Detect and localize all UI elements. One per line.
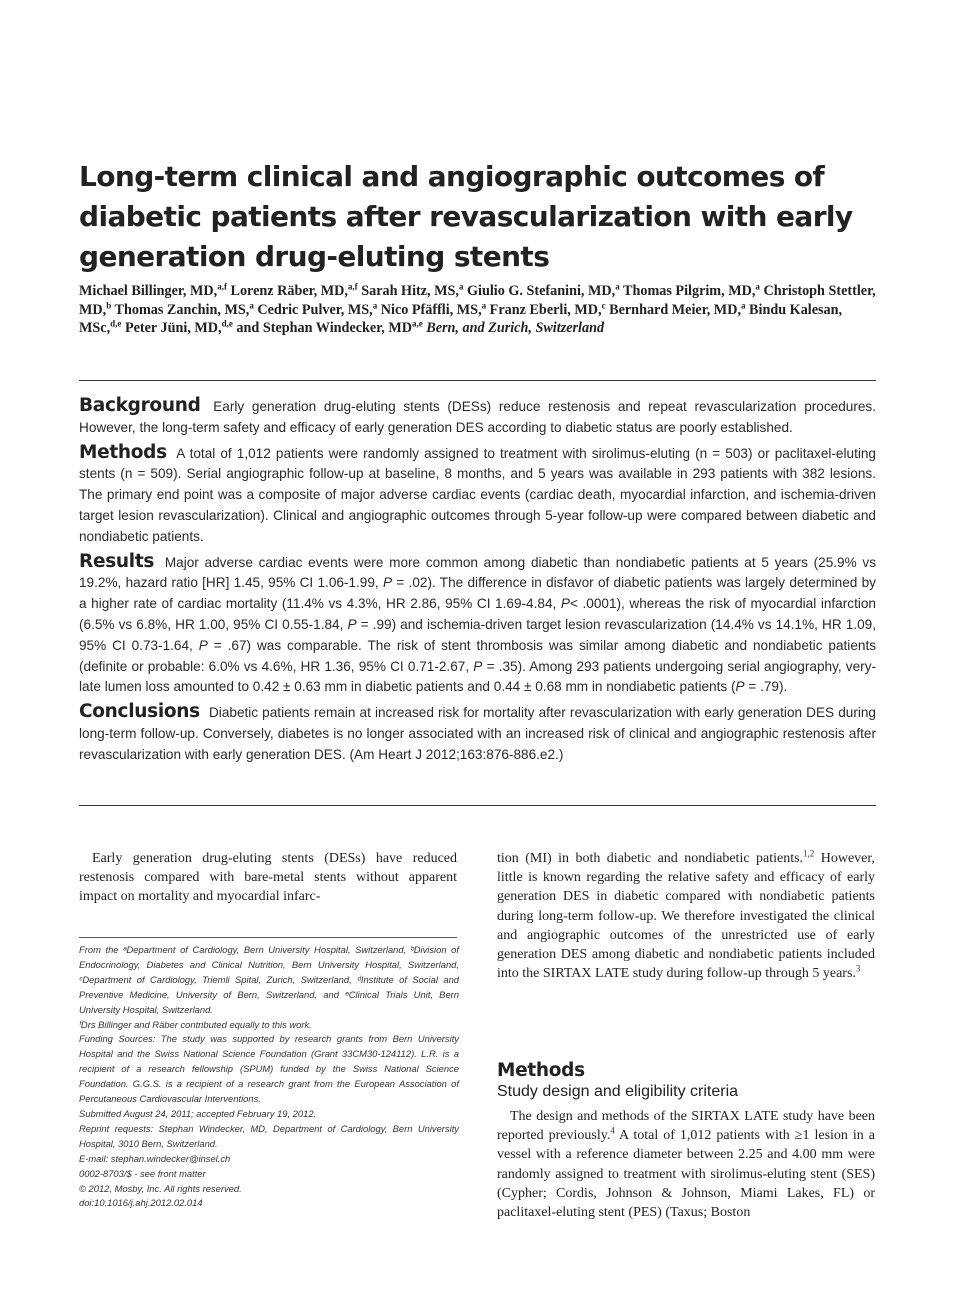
author-affiliation-marker: a bbox=[615, 281, 620, 292]
author-affiliation-marker: d,e bbox=[221, 318, 233, 329]
article-title: Long-term clinical and angiographic outcomes of diabetic patients after revascularization with early generation drug-eluting stents bbox=[79, 160, 853, 273]
email-link[interactable]: stephan.windecker@insel.ch bbox=[110, 1152, 231, 1164]
footnote-funding: Funding Sources: The study was supported by research grants from Bern University Hospital and the Swiss National Science Foundation (Grant 33CM30-124112). L.R. is a recipient of a research fellowship (SPUM) funded by the Swiss National Science Foundation. G.G.S. is a recipient of a research grant from the European Association of Percutaneous Cardiovascular Interventions. bbox=[79, 1033, 459, 1105]
author-affiliation-marker: a bbox=[481, 299, 487, 310]
footnote-reprint: Reprint requests: Stephan Windecker, MD, Department of Cardiology, Bern University Hospital, 3010 Bern, Switzerland. bbox=[79, 1122, 459, 1149]
methods-heading: Methods bbox=[79, 441, 167, 463]
author-name: Thomas Zanchin, MS, bbox=[114, 301, 250, 318]
abstract-conclusions bbox=[79, 702, 876, 765]
intro-paragraph: Early generation drug-eluting stents (DESs) have reduced restenosis compared with bare-metal stents without apparent impact on mortality and myocardial infarc- bbox=[79, 851, 457, 905]
footnote-copyright: © 2012, Mosby, Inc. All rights reserved. bbox=[79, 1182, 242, 1194]
author-affiliation-marker: a,f bbox=[217, 281, 227, 292]
author-name: Cedric Pulver, MS, bbox=[257, 301, 373, 318]
footnote-doi-line bbox=[79, 1196, 459, 1211]
footnote-equal-contribution: ᶠDrs Billinger and Räber contributed equally to this work. bbox=[79, 1018, 312, 1030]
methods-paragraph-text-1: The design and methods of the SIRTAX LATE study have been reported previously. bbox=[497, 1109, 875, 1144]
p-value-symbol: P bbox=[382, 575, 393, 591]
conclusions-text: Diabetic patients remain at increased risk for mortality after revascularization with early generation DES during long-term follow-up. Conversely, diabetes is no longer associated with an increased risk of clinical and angiographic restenosis after revascularization with early generation DES. (Am Heart J 2012;163:876-886.e2.) bbox=[79, 705, 876, 762]
methods-subsection-heading: Study design and eligibility criteria bbox=[497, 1083, 739, 1100]
abstract-results bbox=[79, 552, 876, 699]
citation-ref[interactable]: 1,2 bbox=[803, 848, 815, 859]
methods-paragraph-text-2: A total of 1,012 patients with ≥1 lesion in a vessel with a reference diameter between 2.25 and 4.00 mm were randomly assigned to treatment with sirolimus-eluting stent (SES) (Cypher; Cordis, Johnson & Johnson, Miami Lakes, FL) or paclitaxel-eluting stent (PES) (Taxus; Boston bbox=[497, 1128, 875, 1221]
intro-continued-text: tion (MI) in both diabetic and nondiabetic patients. bbox=[497, 851, 804, 866]
footnote-rule bbox=[79, 937, 457, 938]
footnotes bbox=[79, 943, 459, 1211]
author-name: Franz Eberli, MD, bbox=[489, 301, 602, 318]
author-name: Bindu Kalesan, MSc, bbox=[79, 301, 843, 336]
background-text: Early generation drug-eluting stents (DESs) reduce restenosis and repeat revascularization procedures. However, the long-term safety and efficacy of early generation DES according to diabetic status are poorly established. bbox=[79, 399, 876, 435]
results-text-4: = .99) and ischemia-driven target lesion revascularization (14.4% vs 14.1%, HR 1.09, 95% CI 0.73-1.64, bbox=[79, 616, 876, 653]
footnote-affiliations: From the ᵃDepartment of Cardiology, Bern University Hospital, Switzerland, ᵇDivision of Endocrinology, Diabetes and Clinical Nutrition, Bern University Hospital, Switzerland, ᶜDepartment of Cardiology, Triemli Spital, Zurich, Switzerland, ᵈInstitute of Social and Preventive Medicine, University of Bern, Switzerland, and ᵉClinical Trials Unit, Bern University Hospital, Switzerland. bbox=[79, 944, 459, 1015]
results-text-5: = .67) was comparable. The risk of stent thrombosis was similar among diabetic and nondiabetic patients (definite or probable: 6.0% vs 4.6%, HR 1.36, 95% CI 0.71-2.67, bbox=[79, 637, 877, 674]
p-value-symbol: P bbox=[473, 658, 483, 674]
article-page bbox=[79, 0, 876, 1305]
author-affiliation-marker: a,f bbox=[347, 281, 358, 292]
author-name: Giulio G. Stefanini, MD, bbox=[467, 283, 616, 299]
abstract-bottom-rule bbox=[79, 805, 876, 806]
results-text-1: Major adverse cardiac events were more common among diabetic than nondiabetic patients at 5 years (25.9% vs 19.2%, hazard ratio [HR] 1.45, 95% CI 1.06-1.99, bbox=[79, 554, 876, 591]
p-value-symbol: P bbox=[198, 637, 208, 653]
doi-label: doi: bbox=[79, 1197, 95, 1209]
background-heading: Background bbox=[79, 395, 201, 416]
results-text-6: = .35). Among 293 patients undergoing serial angiography, very-late lumen loss amounted to 0.42 ± 0.63 mm in diabetic patients and 0.44 ± 0.68 mm in nondiabetic patients ( bbox=[79, 658, 877, 695]
intro-right-column bbox=[497, 849, 875, 983]
abstract-background bbox=[79, 396, 876, 439]
author-affiliation-marker: a bbox=[755, 281, 760, 292]
p-value-symbol: P bbox=[560, 596, 570, 612]
results-text-2: = .02). The difference in disfavor of diabetic patients was largely determined by a higher rate of cardiac mortality (11.4% vs 4.3%, HR 2.86, 95% CI 1.69-4.84, bbox=[79, 575, 876, 612]
email-label: E-mail: bbox=[79, 1152, 109, 1164]
citation-ref[interactable]: 3 bbox=[855, 963, 861, 974]
conclusions-heading: Conclusions bbox=[79, 701, 200, 723]
results-heading: Results bbox=[79, 550, 155, 572]
author-name: Sarah Hitz, MS, bbox=[361, 283, 459, 299]
abstract bbox=[79, 396, 876, 770]
footnote-issn: 0002-8703/$ - see front matter bbox=[79, 1167, 206, 1179]
author-name: Thomas Pilgrim, MD, bbox=[623, 283, 756, 299]
citation-ref[interactable]: 4 bbox=[610, 1125, 615, 1136]
footnote-email-line bbox=[79, 1152, 459, 1167]
intro-left-column bbox=[79, 849, 457, 907]
author-location: Bern, and Zurich, Switzerland bbox=[426, 320, 605, 336]
abstract-top-rule bbox=[79, 380, 876, 381]
results-text-3: < .0001), whereas the risk of myocardial infarction (6.5% vs 6.8%, HR 1.00, 95% CI 0.55-1.84, bbox=[79, 596, 876, 632]
footnote-submitted: Submitted August 24, 2011; accepted February 19, 2012. bbox=[79, 1107, 317, 1119]
author-name: Peter Jüni, MD, bbox=[124, 320, 222, 336]
author-affiliation-marker: c bbox=[601, 299, 606, 310]
p-value-symbol: P bbox=[347, 616, 357, 632]
methods-column bbox=[497, 1107, 875, 1222]
author-affiliation-marker: a bbox=[249, 299, 254, 310]
doi-link[interactable]: 10.1016/j.ahj.2012.02.014 bbox=[94, 1197, 203, 1209]
author-name: Lorenz Räber, MD, bbox=[230, 283, 348, 299]
methods-paragraph bbox=[497, 1107, 875, 1222]
author-affiliation-marker: a bbox=[741, 299, 746, 310]
author-affiliation-marker: a bbox=[372, 299, 378, 310]
author-affiliation-marker: b bbox=[106, 299, 112, 310]
author-name: Michael Billinger, MD, bbox=[79, 283, 218, 299]
author-name: Bernhard Meier, MD, bbox=[609, 301, 741, 318]
author-name: and Stephan Windecker, MD bbox=[236, 320, 412, 336]
author-name: Nico Pfäffli, MS, bbox=[380, 301, 482, 318]
methods-text: A total of 1,012 patients were randomly assigned to treatment with sirolimus-eluting (n = 503) or paclitaxel-eluting stents (n = 509). Serial angiographic follow-up at baseline, 8 months, and 5 years was available in 293 patients with 382 lesions. The primary end point was a composite of major adverse cardiac events (cardiac death, myocardial infarction, and ischemia-driven target lesion revascularization). Clinical and angiographic outcomes through 5-year follow-up were compared between diabetic and nondiabetic patients. bbox=[79, 445, 876, 544]
author-list bbox=[79, 282, 876, 338]
intro-continued-text-2: However, little is known regarding the relative safety and efficacy of early generation DES in diabetic compared with nondiabetic patients during long-term follow-up. We therefore investigated the clinical and angiographic outcomes of the unrestricted use of early generation DES among diabetic and nondiabetic patients included into the SIRTAX LATE study during follow-up through 5 years. bbox=[497, 851, 875, 982]
author-affiliation-marker: a bbox=[458, 281, 464, 292]
methods-section-heading: Methods bbox=[497, 1060, 585, 1081]
results-text-7: = .79). bbox=[748, 679, 788, 695]
author-name: Christoph Stettler, MD, bbox=[79, 283, 876, 318]
p-value-symbol: P bbox=[735, 679, 745, 695]
author-affiliation-marker: d,e bbox=[110, 318, 122, 329]
author-affiliation-marker: a,e bbox=[411, 318, 423, 329]
abstract-methods bbox=[79, 443, 876, 548]
